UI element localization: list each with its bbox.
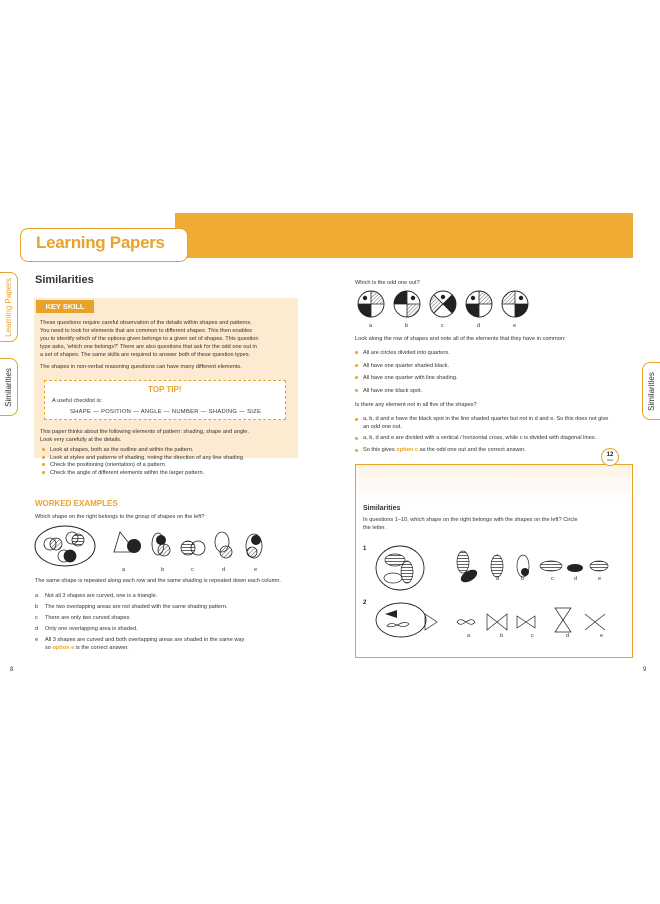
test-instructions (363, 516, 578, 532)
option-letter: a (467, 633, 471, 639)
option-letter: a (496, 576, 500, 582)
question-2-figure (365, 600, 615, 640)
circle-option-c[interactable] (430, 291, 456, 317)
page-number-left: 8 (10, 667, 14, 673)
option-letter: b (161, 567, 165, 573)
option-letter: e (598, 576, 602, 582)
q1-option-a[interactable] (491, 555, 503, 577)
test-title: Similarities (363, 505, 401, 512)
key-skill-paragraph (40, 319, 294, 359)
circle-option-a[interactable] (358, 291, 384, 317)
elements-bullet-list (42, 447, 244, 477)
option-letter: c (551, 576, 554, 582)
list-item: All are circles divided into quarters. (355, 350, 458, 358)
question-number-1: 1 (363, 546, 367, 552)
text-line: You need to look for elements that are common to different shapes. This then enables (40, 328, 252, 334)
key-skill-label: KEY SKILL (36, 300, 94, 313)
header-bar (175, 213, 633, 258)
option-letter: d (222, 567, 226, 573)
side-tab-similarities-left[interactable]: Similarities (0, 358, 18, 416)
q1-option-d[interactable] (567, 564, 583, 572)
option-letter: a (369, 323, 373, 329)
look-instruction: Look along the row of shapes and note all of the elements that they have in common: (355, 336, 566, 342)
text-line: In questions 1–10, which shape on the right belongs with the shapes on the left? Circle (363, 517, 578, 523)
worked-examples-title: WORKED EXAMPLES (35, 499, 118, 508)
option-letter: c (531, 633, 534, 639)
option-letter: d (566, 633, 570, 639)
list-item: a, b, d and e have the black spot in the line shaded quarter but not in d and e. So this does not give an odd one out. (355, 416, 610, 431)
circle-option-d[interactable] (466, 291, 492, 317)
q2-option-b[interactable] (487, 614, 507, 630)
circle-option-e[interactable] (502, 291, 528, 317)
text-line: the letter. (363, 525, 387, 531)
side-tab-learning-papers[interactable]: Learning Papers (0, 272, 18, 342)
option-shape-e[interactable] (246, 534, 262, 558)
q2-option-d[interactable] (555, 608, 571, 632)
option-shape-a[interactable] (114, 532, 141, 553)
text-line: This paper thinks about the following elements of pattern: shading, shape and angle. (40, 429, 249, 435)
text-line: a set of shapes. The same skills are required to answer both of these question types. (40, 352, 251, 358)
worked-question: Which shape on the right belongs to the group of shapes on the left? (35, 514, 205, 520)
right-question: Which is the odd one out? (355, 280, 420, 286)
list-item: So this gives option c as the odd one out and the correct answer. (355, 447, 610, 455)
worked-answers (35, 592, 295, 652)
answer-row: c There are only two curved shapes. (35, 615, 131, 621)
answer-row: b The two overlapping areas are not shaded with the same shading pattern. (35, 604, 228, 610)
text-line: you to identify which of the options given belongs to a given set of shapes. This question (40, 336, 259, 342)
list-item: Check the angle of different elements within the larger pattern. (42, 470, 244, 478)
list-item: Check the positioning (orientation) of a pattern. (42, 462, 244, 470)
odd-one-out-figure (355, 288, 535, 324)
page-number-right: 9 (643, 667, 647, 673)
option-letter: b (521, 576, 525, 582)
option-letter: b (500, 633, 504, 639)
list-item: Look at styles and patterns of shading, noting the direction of any line shading. (42, 455, 244, 463)
option-letter: c (441, 323, 444, 329)
timer-unit: mins (606, 458, 614, 462)
analysis-list (355, 416, 610, 454)
text-line: Look very carefully at the details. (40, 437, 122, 443)
q1-option-b[interactable] (517, 555, 529, 577)
worked-conclusion: so option e is the correct answer. (45, 645, 129, 651)
list-item: Look at shapes, both as the outline and within the pattern. (42, 447, 244, 455)
option-shape-c[interactable] (181, 541, 205, 555)
top-tip-intro: A useful checklist is: (52, 398, 103, 404)
option-letter: d (574, 576, 578, 582)
question-two: Is there any element not in all five of the shapes? (355, 402, 477, 408)
option-letter: a (122, 567, 126, 573)
answer-row: d Only one overlapping area is shaded. (35, 626, 138, 632)
side-tab-similarities-right[interactable]: Similarities (642, 362, 660, 420)
text-line: These questions require careful observation of the details within shapes and patterns. (40, 320, 252, 326)
question-1-figure (365, 542, 615, 594)
worked-explanation: The same shape is repeated along each row and the same shading is repeated down each column. (35, 578, 281, 584)
option-letter: c (191, 567, 194, 573)
answer-row: e All 3 shapes are curved and both overlapping areas are shaded in the same way (35, 637, 245, 643)
worked-example-figure (30, 522, 270, 572)
top-tip-checklist: SHAPE — POSITION — ANGLE — NUMBER — SHADING — SIZE (70, 409, 262, 415)
page-title: Learning Papers (36, 233, 165, 252)
option-letter: b (405, 323, 409, 329)
option-letter: e (254, 567, 258, 573)
list-item: All have one black spot. (355, 388, 458, 396)
option-letter: e (513, 323, 517, 329)
q2-option-e[interactable] (585, 614, 605, 630)
circle-option-b[interactable] (394, 291, 420, 317)
option-shape-b[interactable] (152, 533, 170, 556)
q1-option-c[interactable] (540, 561, 562, 571)
answer-row: a Not all 3 shapes are curved, one is a triangle. (35, 593, 158, 599)
section-title: Similarities (35, 274, 94, 286)
timer-icon (601, 448, 619, 466)
list-item: a, b, d and e are divided with a vertical / horizontal cross, while c is divided with diagonal lines. (355, 435, 610, 443)
practice-test-header (356, 465, 632, 499)
timer-minutes: 12 (606, 452, 614, 458)
q2-option-c[interactable] (517, 616, 535, 628)
list-item: All have one quarter shaded black. (355, 363, 458, 371)
common-elements-list (355, 350, 458, 395)
option-letter: e (600, 633, 604, 639)
q2-option-a[interactable] (457, 620, 475, 625)
text-line: type asks, 'which one belongs?' There are also questions that ask for the odd one out in (40, 344, 257, 350)
question-number-2: 2 (363, 600, 367, 606)
option-shape-d[interactable] (215, 532, 232, 558)
option-letter: d (477, 323, 481, 329)
top-tip-title: TOP TIP! (148, 385, 182, 394)
elements-paragraph (40, 428, 249, 444)
q1-option-e[interactable] (590, 561, 608, 571)
list-item: All have one quarter with line shading. (355, 375, 458, 383)
key-skill-elements-text: The shapes in non-verbal reasoning questions can have many different elements. (40, 364, 242, 370)
